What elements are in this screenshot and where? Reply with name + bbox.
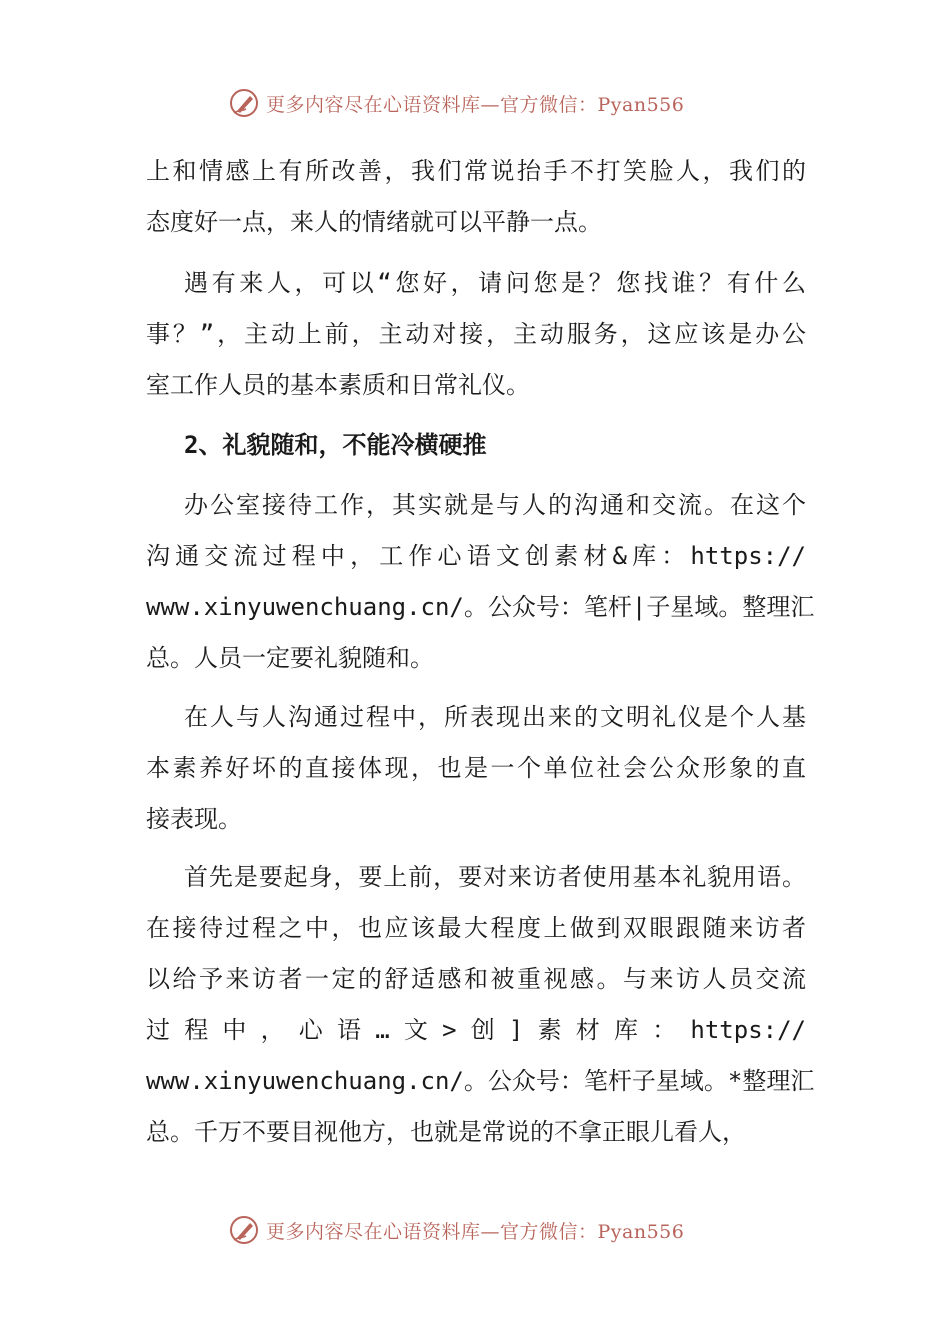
section-heading-text: 2、礼貌随和，不能冷横硬推 [184, 431, 487, 459]
text-line: 总。千万不要目视他方，也就是常说的不拿正眼儿看人， [146, 1118, 746, 1146]
text-line: www.xinyuwenchuang.cn/。公众号：笔杆|子星域。整理汇 [146, 593, 815, 621]
text-line: 事？”，主动上前，主动对接，主动服务，这应该是办公 [146, 320, 806, 348]
text-line: 沟通交流过程中，工作心语文创素材&库：https:// [146, 542, 806, 570]
text-line: 在人与人沟通过程中，所表现出来的文明礼仪是个人基 [184, 703, 806, 731]
text-line: 办公室接待工作，其实就是与人的沟通和交流。在这个 [184, 491, 806, 519]
header-banner-text: 更多内容尽在心语资料库—官方微信：Pyan556 [266, 93, 685, 116]
quill-pen-logo-icon [228, 87, 260, 119]
text-line: 接表现。 [146, 805, 242, 833]
text-line: 本素养好坏的直接体现，也是一个单位社会公众形象的直 [146, 754, 806, 782]
text-line: 上和情感上有所改善，我们常说抬手不打笑脸人，我们的 [146, 157, 806, 185]
footer-banner-text: 更多内容尽在心语资料库—官方微信：Pyan556 [266, 1220, 685, 1243]
text-line: 过程中，心语…文>创]素材库：https:// [146, 1016, 806, 1044]
paragraph-2 [146, 258, 806, 411]
text-line: 在接待过程之中，也应该最大程度上做到双眼跟随来访者 [146, 914, 806, 942]
quill-pen-logo-icon [228, 1214, 260, 1246]
paragraph-3 [146, 480, 815, 684]
text-line: 态度好一点，来人的情绪就可以平静一点。 [146, 208, 602, 236]
text-line: 以给予来访者一定的舒适感和被重视感。与来访人员交流 [146, 965, 806, 993]
header-banner [228, 86, 748, 120]
paragraph-1 [146, 146, 806, 248]
text-line: 室工作人员的基本素质和日常礼仪。 [146, 371, 530, 399]
footer-banner [228, 1213, 748, 1247]
text-line: 总。人员一定要礼貌随和。 [146, 644, 434, 672]
text-line: 遇有来人，可以“您好，请问您是？您找谁？有什么 [184, 269, 806, 297]
text-line: www.xinyuwenchuang.cn/。公众号：笔杆子星域。*整理汇 [146, 1067, 815, 1095]
text-line: 首先是要起身，要上前，要对来访者使用基本礼貌用语。 [184, 863, 806, 891]
section-heading [146, 420, 806, 471]
paragraph-4 [146, 692, 806, 845]
paragraph-5 [146, 852, 815, 1158]
